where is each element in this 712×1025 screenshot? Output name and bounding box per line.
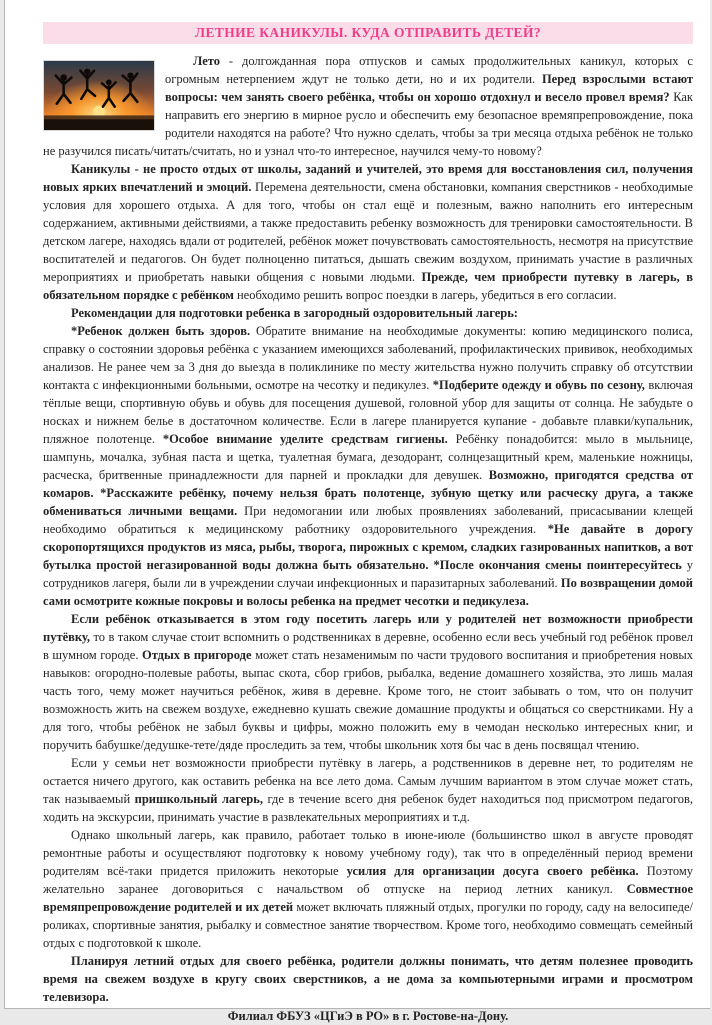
paragraph: Однако школьный лагерь, как правило, работает только в июне-июле (большинство школ в августе проводят ремонтные работы и осуществляют подготовку к новому учебному году), так что в определённый период времени родителям всё-таки придется приложить некоторые усилия для организации досуга своего ребёнка. Поэтому желательно заранее договориться с начальством об отпуске на период летних каникул. Совместное времяпрепровождение родителей и их детей может включать пляжный отдых, прогулки по городу, саду на велосипеде/роликах, спортивные занятия, рыбалку и совместное занятие творчеством. Кроме того, необходимо совмещать семейный отдых с подготовкой к школе. <box>43 828 693 950</box>
page-content <box>5 0 710 1025</box>
document-page <box>4 0 710 1023</box>
article <box>43 52 693 1006</box>
article-body <box>43 52 693 1006</box>
paragraph: Если ребёнок отказывается в этом году посетить лагерь или у родителей нет возможности приобрести путёвку, то в таком случае стоит вспомнить о родственниках в деревне, особенно если весь учебный год ребёнок провел в шумном городе. Отдых в пригороде может стать незаменимым по части трудового воспитания и приобретения новых навыков: огородно-полевые работы, выпас скота, сбор грибов, рыбалка, ведение домашнего хозяйства, это лишь малая часть того, чему может научиться ребёнок, живя в деревне. Кроме того, не стоит забывать о том, что он получит возможность жить на свежем воздухе, ежедневно кушать свежие домашние продукты и общаться со сверстниками. Ну а для того, чтобы ребёнок не забыл буквы и цифры, можно положить ему в чемодан несколько интересных книг, и поручить бабушке/дедушке-тете/дяде проследить за тем, чтобы школьник хотя бы час в день посвящал чтению. <box>43 612 694 752</box>
title-banner <box>43 22 693 44</box>
paragraph: Каникулы - не просто отдых от школы, заданий и учителей, это время для восстановления сил, получения новых ярких впечатлений и эмоций. Перемена деятельности, смена обстановки, компания сверстников - необходимые условия для хорошего отдыха. А для того, чтобы он стал ещё и полезным, важно наполнить его интересным содержанием, активными действиями, а также предоставить ребенку возможность для тренировки самостоятельности. В детском лагере, находясь вдали от родителей, ребёнок может почувствовать самостоятельность, несмотря на присутствие воспитателей и педагогов. Он будет полноценно питаться, дышать свежим воздухом, принимать участие в различных мероприятиях и приобретать навыки общения с новыми людьми. Прежде, чем приобрести путевку в лагерь, в обязательном порядке с ребёнком необходимо решить вопрос поездки в лагерь, убедиться в его согласии. <box>43 162 693 302</box>
paragraph: Рекомендации для подготовки ребенка в загородный оздоровительный лагерь: <box>71 306 518 320</box>
paragraph: Планируя летний отдых для своего ребёнка, родители должны понимать, что детям полезнее проводить время на свежем воздухе в кругу своих сверстников, а не дома за компьютерными играми и просмотром телевизора. <box>43 954 693 1004</box>
paragraph: Лето - долгожданная пора отпусков и самых продолжительных каникул, которых с огромным нетерпением ждут не только дети, но и их родители. Перед взрослыми встают вопросы: чем занять своего ребёнка, чтобы он хорошо отдохнул и весело провел время? Как направить его энергию в мирное русло и обеспечить ему безопасное времяпрепровождение, пока родители находятся на работе? Что нужно сделать, чтобы за три месяца отдыха ребёнок не только не разучился писать/читать/считать, но и узнал что-то интересное, научился чему-то новому? <box>43 54 693 158</box>
sunset-beach-photo-graphic <box>44 61 154 130</box>
sunset-beach-photo <box>43 60 155 131</box>
paragraph: Если у семьи нет возможности приобрести путёвку в лагерь, а родственников в деревне нет, то родителям не остается ничего другого, как оставить ребенка на все лето дома. Самым лучшим вариантом в этом случае может стать, так называемый пришкольный лагерь, где в течение всего дня ребенок будет находиться под присмотром педагогов, ходить на экскурсии, принимать участие в развлекательных мероприятиях и т.д. <box>43 756 693 824</box>
footer-signature: Филиал ФБУЗ «ЦГиЭ в РО» в г. Ростове-на-Дону. <box>227 1009 509 1023</box>
paragraph: *Ребенок должен быть здоров. Обратите внимание на необходимые документы: копию медицинского полиса, справку о состоянии здоровья ребёнка с указанием имеющихся заболеваний, профилактических прививок, необходимых анализов. Не ранее чем за 3 дня до выезда в поликлинике по месту жительства нужно получить справку об отсутствии контакта с инфекционными больными, осмотре на чесотку и педикулез. *Подберите одежду и обувь по сезону, включая тёплые вещи, спортивную обувь и обувь для посещения душевой, головной убор для защиты от солнца. Не забудьте о носках и нижнем белье в достаточном количестве. Если в лагере планируется купание - добавьте плавки/купальник, пляжное полотенце. *Особое внимание уделите средствам гигиены. Ребёнку понадобится: мыло в мыльнице, шампунь, мочалка, зубная паста и щетка, туалетная бумага, дезодорант, солнцезащитный крем, маленькие ножницы, расческа, бритвенные принадлежности для парней и прокладки для девушек. Возможно, пригодятся средства от комаров. *Расскажите ребёнку, почему нельзя брать полотенце, зубную щетку или расческу друга, а также обмениваться личными вещами. При недомогании или любых проявлениях заболеваний, присасывании клещей необходимо обратиться к медицинскому работнику оздоровительного учреждения. *Не давайте в дорогу скоропортящихся продуктов из мяса, рыбы, творога, пирожных с кремом, сладких газированных напитков, а вот бутылка простой негазированной воды должна быть обязательно. *После окончания смены поинтересуйтесь у сотрудников лагеря, были ли в учреждении случаи инфекционных и паразитарных заболеваний. По возвращении домой сами осмотрите кожные покровы и волосы ребенка на предмет чесотки и педикулеза. <box>43 324 694 608</box>
page-title: ЛЕТНИЕ КАНИКУЛЫ. КУДА ОТПРАВИТЬ ДЕТЕЙ? <box>194 25 541 40</box>
